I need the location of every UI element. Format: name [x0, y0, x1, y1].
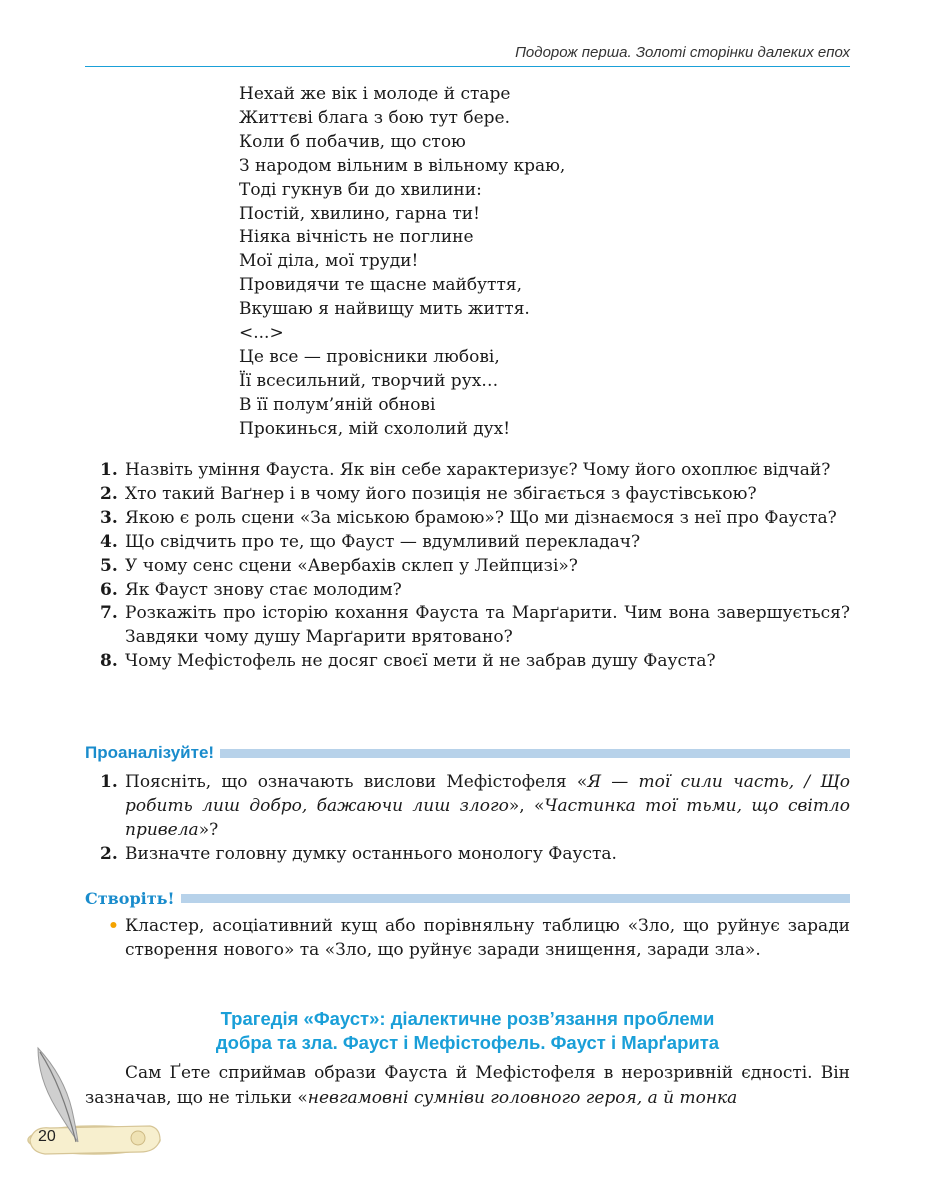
poem-line: Нехай же вік і молоде й старе	[239, 84, 511, 104]
question-text: Що свідчить про те, що Фауст — вдумливий перекладач?	[125, 531, 641, 552]
running-header: Подорож перша. Золоті сторінки далеких епох	[515, 44, 850, 61]
question-text: Чому Мефістофель не досяг своєї мети й не забрав душу Фауста?	[125, 651, 716, 672]
question-number: 1.	[100, 460, 118, 480]
question-item	[100, 650, 850, 674]
poem-line: З народом вільним в вільному краю,	[239, 155, 566, 176]
poem-line: Ніяка вічність не поглине	[239, 227, 474, 248]
task-text: Поясніть, що означають вислови Мефістофеля «	[125, 772, 588, 792]
task-number: 1.	[100, 772, 118, 792]
question-number: 3.	[100, 507, 118, 528]
topic-title	[85, 1007, 850, 1055]
body-paragraph	[85, 1061, 850, 1111]
task-number: 2.	[100, 843, 118, 864]
poem-line: Її всесильний, творчий рух…	[239, 370, 499, 391]
question-item	[100, 555, 850, 579]
question-item	[100, 579, 850, 603]
poem-line: Провидячи те щасне майбуття,	[239, 275, 522, 296]
question-number: 4.	[100, 531, 118, 552]
poem-line: Прокинься, мій схололий дух!	[239, 418, 511, 439]
question-item	[100, 507, 850, 531]
heading-bar	[181, 894, 851, 903]
poem-line: Постій, хвилино, гарна ти!	[239, 203, 480, 224]
analyze-heading	[85, 743, 850, 763]
create-heading	[85, 889, 850, 908]
question-item	[100, 531, 850, 555]
question-text: Розкажіть про історію кохання Фауста та Марґарити. Чим вона завершується? Завдяки чому душу Марґарити врятовано?	[125, 603, 850, 648]
poem-line: Тоді гукнув би до хвилини:	[239, 179, 482, 200]
poem-line: Це все — провісники любові,	[239, 346, 500, 367]
analyze-item	[100, 771, 850, 843]
poem-line: Життєві блага з бою тут бере.	[239, 107, 510, 128]
create-tasks	[100, 915, 850, 963]
analyze-item	[100, 843, 850, 867]
body-quote: невгамовні сумніви головного героя, а й тонка	[307, 1088, 738, 1108]
question-item	[100, 483, 850, 507]
poem-line: <...>	[239, 323, 284, 344]
task-text: Кластер, асоціативний кущ або порівняльну таблицю «Зло, що руйнує заради створення нового» та «Зло, що руйнує заради знищення, заради зла».	[125, 916, 850, 960]
poem-line: Коли б побачив, що стою	[239, 131, 466, 152]
topic-title-line: Трагедія «Фауст»: діалектичне розв’язання проблеми	[220, 1008, 715, 1029]
poem	[239, 83, 565, 442]
question-text: Як Фауст знову стає молодим?	[125, 579, 402, 600]
question-text: Хто такий Ваґнер і в чому його позиція не збігається з фаустівською?	[125, 483, 757, 504]
heading-bar	[220, 749, 850, 758]
question-number: 2.	[100, 483, 118, 504]
question-number: 7.	[100, 603, 118, 624]
body-text: Сам Ґете сприймав образи Фауста й Мефістофеля в нерозривній єдності. Він зазначав, що не тільки «	[85, 1063, 850, 1108]
quill-scroll-icon	[16, 1042, 166, 1172]
question-number: 6.	[100, 579, 118, 600]
question-text: Якою є роль сцени «За міською брамою»? Що ми дізнаємося з неї про Фауста?	[125, 507, 837, 528]
question-item	[100, 459, 850, 483]
poem-line: Мої діла, мої труди!	[239, 251, 419, 272]
task-text: Визначте головну думку останнього монологу Фауста.	[125, 843, 617, 864]
task-text: »?	[198, 819, 219, 840]
topic-title-line: добра та зла. Фауст і Мефістофель. Фауст і Марґарита	[215, 1032, 720, 1053]
question-item	[100, 602, 850, 650]
page-number: 20	[38, 1128, 56, 1145]
question-text: Назвіть уміння Фауста. Як він себе характеризує? Чому його охоплює відчай?	[125, 460, 831, 480]
question-number: 8.	[100, 651, 118, 672]
quote-text: Частинка тої тьми, що світло привела	[125, 795, 850, 840]
task-text: », «	[508, 795, 545, 816]
poem-line: В її полум’яній обнові	[239, 394, 436, 415]
review-questions	[100, 459, 850, 674]
analyze-heading-label: Проаналізуйте!	[85, 743, 215, 762]
header-rule	[85, 66, 850, 67]
create-heading-label: Створіть!	[85, 889, 175, 908]
bullet-icon: •	[108, 916, 119, 936]
question-text: У чому сенс сцени «Авербахів склеп у Лейпцизі»?	[125, 555, 578, 576]
create-item	[100, 915, 850, 963]
analyze-tasks	[100, 771, 850, 867]
quote-text: Я — тої сили часть, / Що робить лиш добро, бажаючи лиш злого	[125, 772, 851, 816]
poem-line: Вкушаю я найвищу мить життя.	[239, 299, 530, 320]
question-number: 5.	[100, 555, 118, 576]
